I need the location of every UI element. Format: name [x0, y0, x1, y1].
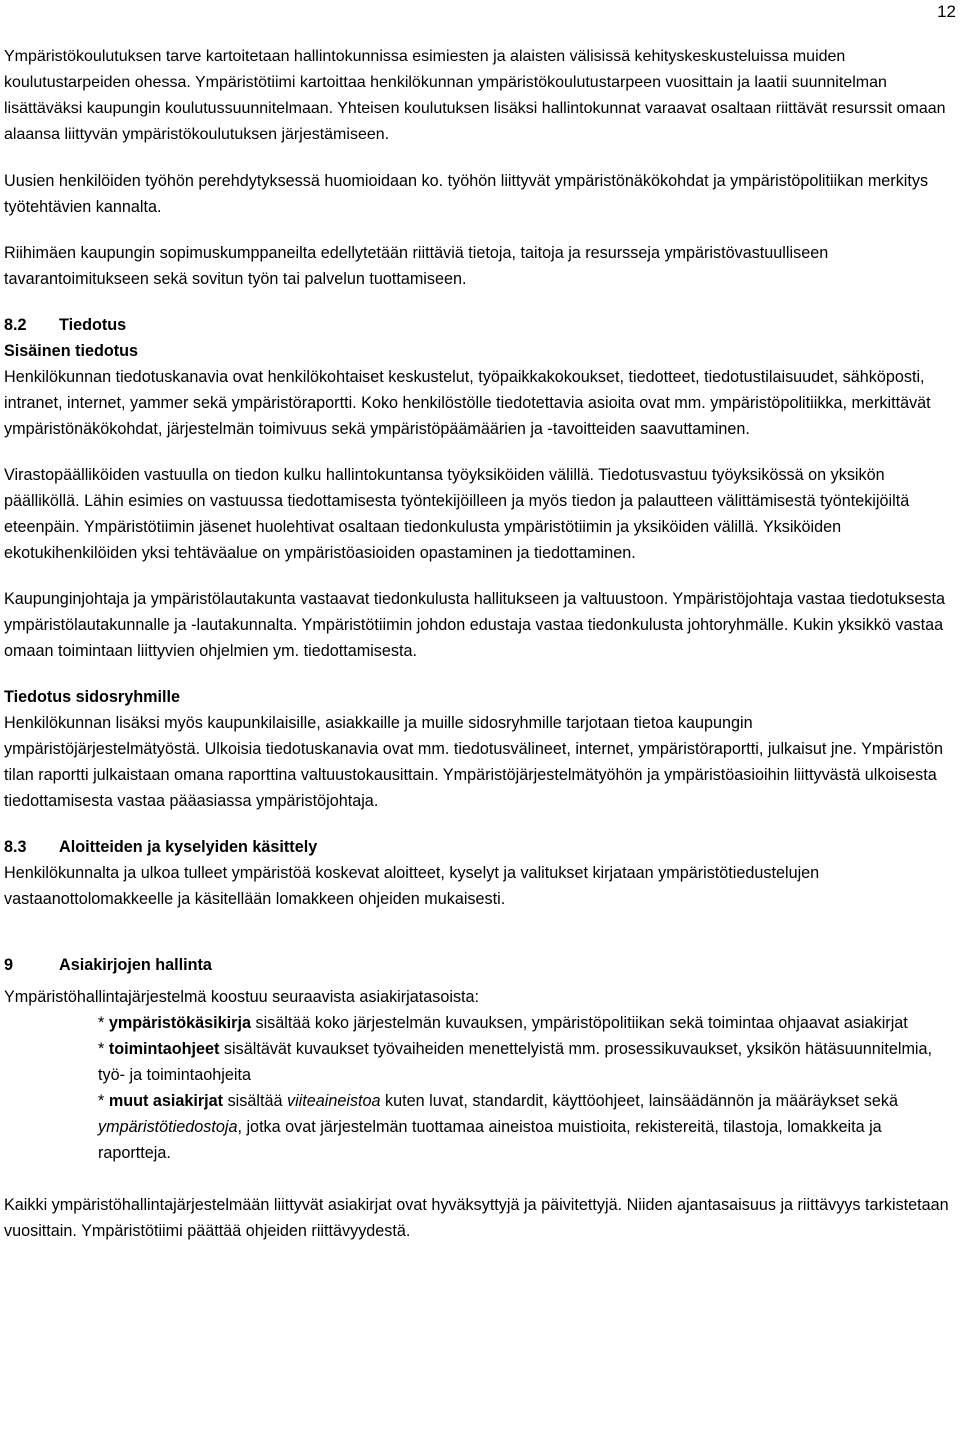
section-title: Tiedotus: [59, 316, 127, 334]
section-heading-8-2: [4, 312, 952, 338]
document-levels-list: [98, 1010, 952, 1166]
section-number: 9: [4, 956, 14, 974]
paragraph-internal-channels: Henkilökunnan tiedotuskanavia ovat henkilökohtaiset keskustelut, työpaikkakokoukset, tiedotteet, tiedotustilaisuudet, sähköposti, intranet, internet, yammer sekä ympäristöraportti. Koko henkilöstölle tiedotettavia asioita ovat mm. ympäristöpolitiikka, merkittävät ympäristönäkökohdat, järjestelmän toimivuus sekä ympäristöpäämäärien ja -tavoitteiden saavuttaminen.: [4, 368, 931, 438]
paragraph-orientation: Uusien henkilöiden työhön perehdytyksessä huomioidaan ko. työhön liittyvät ympäristönäkökohdat ja ympäristöpolitiikan merkitys työtehtävien kannalta.: [4, 172, 929, 216]
section-heading-9: [4, 952, 952, 978]
section-title: Asiakirjojen hallinta: [59, 956, 212, 974]
subheading-internal: Sisäinen tiedotus: [4, 342, 139, 360]
term: muut asiakirjat: [108, 1092, 224, 1110]
paragraph-management: Kaupunginjohtaja ja ympäristölautakunta vastaavat tiedonkulusta hallitukseen ja valtuustoon. Ympäristöjohtaja vastaa tiedotuksesta ympäristölautakunnalle ja -lautakunnalta. Ympäristötiimin johdon edustaja vastaa tiedonkulusta johtoryhmälle. Kukin yksikkö vastaa omaan toimintaan liittyvien ohjelmien ym. tiedottamisesta.: [4, 590, 945, 660]
italic-term: ympäristötiedostoja: [98, 1118, 238, 1136]
paragraph-document-levels: Ympäristöhallintajärjestelmä koostuu seuraavista asiakirjatasoista:: [4, 988, 480, 1006]
paragraph-responsibilities: Virastopäälliköiden vastuulla on tiedon kulku hallintokuntansa työyksiköiden välillä. Tiedotusvastuu työyksikössä on yksikön päälliköllä. Lähin esimies on vastuussa tiedottamisesta työntekijöilleen ja myös tiedon ja palautteen välittämisestä työntekijöiltä eteenpäin. Ympäristötiimin jäsenet huolehtivat osaltaan tiedonkulusta ympäristötiimin ja yksiköiden välillä. Yksiköiden ekotukihenkilöiden yksi tehtäväalue on ympäristöasioiden opastaminen ja tiedottaminen.: [4, 466, 910, 562]
list-item: * muut asiakirjat sisältää viiteaineistoa kuten luvat, standardit, käyttöohjeet, lainsäädännön ja määräykset sekä ympäristötiedostoja, jotka ovat järjestelmän tuottamaa aineistoa muistioita, rekistereitä, tilastoja, lomakkeita ja raportteja.: [98, 1092, 898, 1162]
paragraph-approval: Kaikki ympäristöhallintajärjestelmään liittyvät asiakirjat ovat hyväksyttyjä ja päivitettyjä. Niiden ajantasaisuus ja riittävyys tarkistetaan vuosittain. Ympäristötiimi päättää ohjeiden riittävyydestä.: [4, 1196, 949, 1240]
term: ympäristökäsikirja: [108, 1014, 251, 1032]
page-content: [4, 44, 952, 1244]
italic-term: viiteaineistoa: [286, 1092, 381, 1110]
paragraph-partners: Riihimäen kaupungin sopimuskumppaneilta edellytetään riittäviä tietoja, taitoja ja resursseja ympäristövastuulliseen tavarantoimitukseen sekä sovitun työn tai palvelun tuottamiseen.: [4, 244, 829, 288]
paragraph-training-needs: Ympäristökoulutuksen tarve kartoitetaan hallintokunnissa esimiesten ja alaisten välisissä kehityskeskusteluissa muiden koulutustarpeiden ohessa. Ympäristötiimi kartoittaa henkilökunnan ympäristökoulutustarpeen vuosittain ja laatii suunnitelman lisättäväksi kaupungin koulutussuunnitelmaan. Yhteisen koulutuksen lisäksi hallintokunnat varaavat osaltaan riittävät resurssit omaan alaansa liittyvän ympäristökoulutuksen järjestämiseen.: [4, 48, 946, 143]
subheading-external: Tiedotus sidosryhmille: [4, 688, 181, 706]
list-item: * ympäristökäsikirja sisältää koko järjestelmän kuvauksen, ympäristöpolitiikan sekä toimintaa ohjaavat asiakirjat: [98, 1014, 908, 1032]
section-number: 8.3: [4, 838, 27, 856]
term: toimintaohjeet: [108, 1040, 220, 1058]
paragraph-initiatives: Henkilökunnalta ja ulkoa tulleet ympäristöä koskevat aloitteet, kyselyt ja valitukset kirjataan ympäristötiedustelujen vastaanottolomakkeelle ja käsitellään lomakkeen ohjeiden mukaisesti.: [4, 864, 820, 908]
paragraph-external: Henkilökunnan lisäksi myös kaupunkilaisille, asiakkaille ja muille sidosryhmille tarjotaan tietoa kaupungin ympäristöjärjestelmätyöstä. Ulkoisia tiedotuskanavia ovat mm. tiedotusvälineet, internet, ympäristöraportti, julkaisut jne. Ympäristön tilan raportti julkaistaan omana raporttina valtuustokausittain. Ympäristöjärjestelmätyöhön ja ympäristöasioihin liittyvästä ulkoisesta tiedottamisesta vastaa pääasiassa ympäristöjohtaja.: [4, 714, 943, 810]
section-heading-8-3: [4, 834, 952, 860]
list-item: * toimintaohjeet sisältävät kuvaukset työvaiheiden menettelyistä mm. prosessikuvaukset, yksikön hätäsuunnitelmia, työ- ja toimintaohjeita: [98, 1040, 933, 1084]
section-title: Aloitteiden ja kyselyiden käsittely: [59, 838, 318, 856]
section-number: 8.2: [4, 316, 27, 334]
page-number: 12: [937, 2, 956, 21]
